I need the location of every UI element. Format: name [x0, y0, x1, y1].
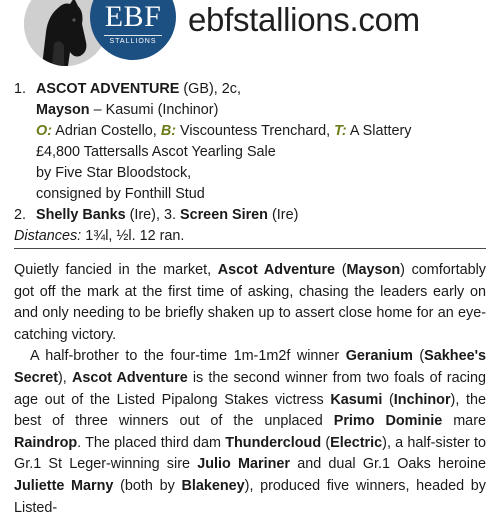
sire-name: Primo Dominie [333, 413, 443, 430]
text-run: (both by [113, 477, 182, 494]
sale-line: £4,800 Tattersalls Ascot Yearling Sale [36, 144, 276, 160]
owner-label: O: [36, 123, 52, 139]
text-run: mare [442, 413, 486, 430]
logo-divider [104, 35, 162, 36]
sire-name: Inchinor [393, 391, 451, 408]
report-paragraph-1 [14, 260, 486, 346]
winner-line [36, 79, 484, 100]
text-run: A half-brother to the four-time 1m-1m2f winner [30, 348, 346, 365]
winner-entry [14, 79, 484, 205]
sire-name: Blakeney [181, 477, 245, 494]
text-run: ), a half-sister to Gr.1 St Leger-winning sire [14, 434, 486, 473]
text-run: ( [412, 348, 425, 365]
text-run: ), produced five winners, headed by Listed- [14, 477, 486, 516]
trainer-label: T: [334, 123, 347, 139]
text-run: . The placed third dam [77, 434, 226, 451]
sale-buyer-line: by Five Star Bloodstock, [36, 165, 192, 181]
sire-name: Mayson [36, 102, 90, 118]
connections-line [36, 121, 484, 142]
pedigree-rest: – Kasumi (Inchinor) [93, 102, 219, 118]
logo-brand-text: EBF [104, 0, 162, 33]
text-run: ), the best of three winners out of the unplaced [14, 391, 486, 430]
second-position: 2. [14, 207, 27, 223]
horse-name: Julio Mariner [197, 456, 290, 473]
distances-label: Distances: [14, 228, 82, 244]
section-divider [14, 248, 486, 249]
horse-name: Ascot Adventure [217, 262, 336, 278]
third-horse-name: Screen Siren [179, 207, 268, 223]
horse-name: Geranium [345, 348, 413, 365]
text-run: ( [335, 262, 347, 278]
text-run: ( [321, 434, 331, 451]
race-report [14, 260, 486, 519]
logo-subtitle: STALLIONS [109, 38, 157, 45]
horse-name: Ascot Adventure [71, 369, 188, 386]
text-run: ( [382, 391, 394, 408]
report-paragraph-2 [14, 346, 486, 519]
placed-entry [14, 205, 484, 226]
text-run: Quietly fancied in the market, [14, 262, 218, 278]
third-horse-details: (Ire) [271, 207, 299, 223]
dam-name: Thundercloud [225, 434, 322, 451]
sire-name: Electric [330, 434, 383, 451]
race-result [14, 79, 484, 247]
breeder-name: Viscountess Trenchard, [180, 123, 331, 139]
second-horse-name: Shelly Banks [36, 207, 126, 223]
text-run: is the second winner from two foals of racing age out of the Listed Pipalong Stakes victress [14, 369, 486, 408]
ebf-stallions-logo [90, 0, 176, 60]
pedigree-line [36, 100, 484, 121]
text-run: ) comfortably got off the mark at the first time of asking, chasing the leaders early on and only needing to be briefly shaken up to assert close home for an eye-catching victory. [14, 262, 486, 343]
text-run: ), [58, 369, 72, 386]
dam-name: Kasumi [330, 391, 383, 408]
text-run: and dual Gr.1 Oaks heroine [289, 456, 487, 473]
winner-position: 1. [14, 81, 27, 97]
winner-name: ASCOT ADVENTURE [36, 81, 180, 97]
sale-consignor-line: consigned by Fonthill Stud [36, 186, 205, 202]
sire-name: Mayson [346, 262, 401, 278]
dam-name: Raindrop [14, 434, 78, 451]
breeder-label: B: [160, 123, 176, 139]
masthead [0, 0, 500, 62]
distances-line [14, 226, 484, 247]
owner-name: Adrian Costello, [55, 123, 157, 139]
distances-value: 1¾l, ½l. 12 ran. [85, 228, 185, 244]
second-horse-details: (Ire), 3. [129, 207, 176, 223]
site-url: ebfstallions.com [188, 1, 420, 38]
horse-name: Juliette Marny [14, 477, 114, 494]
trainer-name: A Slattery [349, 123, 412, 139]
sire-name: Sakhee's Secret [14, 348, 486, 386]
winner-details: (GB), 2c, [183, 81, 241, 97]
